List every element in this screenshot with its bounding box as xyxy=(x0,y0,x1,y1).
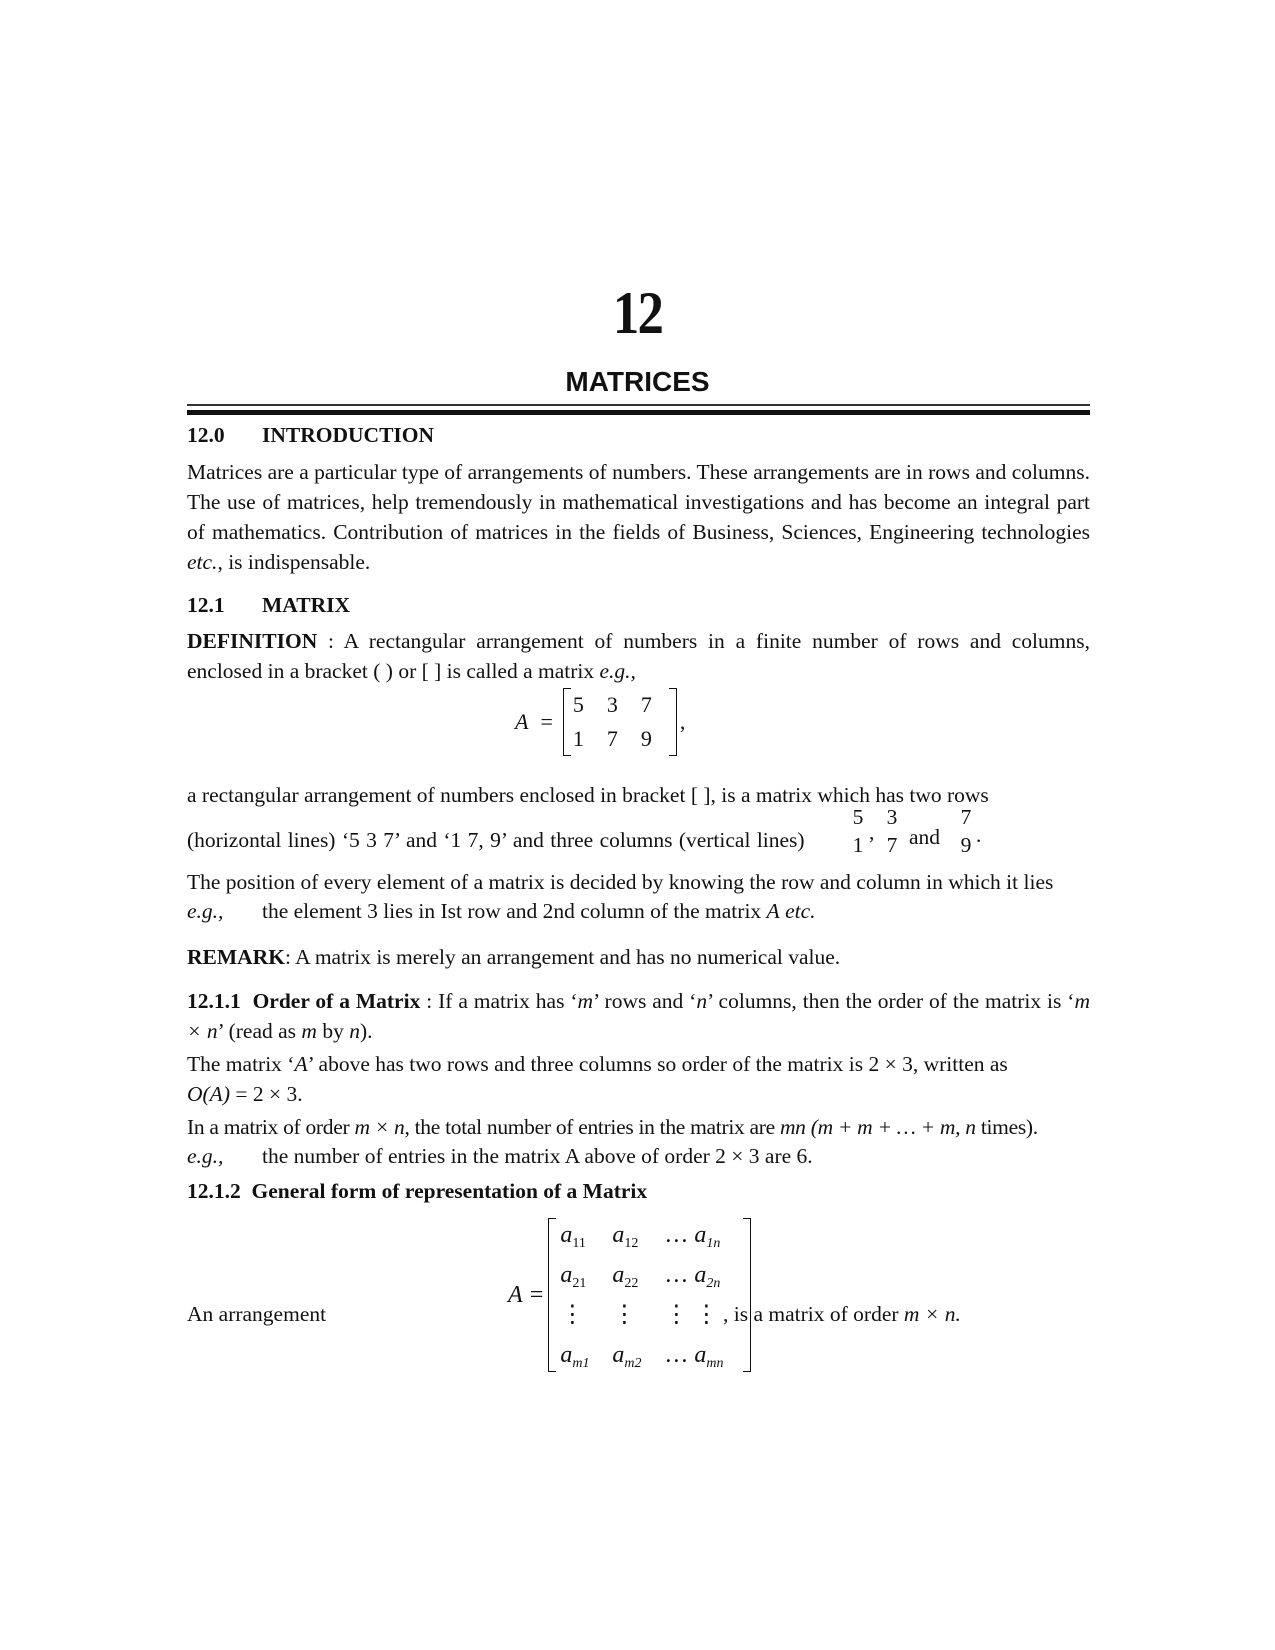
matrix-cell: ⋮ xyxy=(560,1302,585,1328)
subsection-number: 12.1.1 xyxy=(187,989,241,1013)
title-rule-thin xyxy=(187,404,1090,406)
matrix-cell: … xyxy=(664,1222,689,1248)
column-bottom: 1 xyxy=(852,833,864,857)
section-number: 12.1 xyxy=(187,593,225,617)
column-separator: , xyxy=(869,820,875,844)
matrix-cell: … xyxy=(664,1262,689,1288)
chapter-number: 12 xyxy=(612,280,663,346)
matrix-name: A = xyxy=(508,1281,545,1308)
matrix-trailing-comma: , xyxy=(679,709,686,734)
remark-paragraph xyxy=(187,942,1090,972)
matrix-cell: $a_{22}$ xyxy=(612,1262,639,1291)
total-mn: mn xyxy=(779,1115,806,1139)
matrix-cell: $a_{21}$ xyxy=(560,1262,587,1291)
order-expression: m × n. xyxy=(903,1302,961,1326)
matrix-cell: $a_{1n}$ xyxy=(694,1222,721,1251)
sum-expression: (m + m + … + m, n xyxy=(810,1115,976,1139)
column-separator: . xyxy=(976,823,982,847)
column-top: 3 xyxy=(886,805,898,829)
matrix-cell: … xyxy=(664,1342,689,1368)
column-bottom: 7 xyxy=(886,833,898,857)
example-matrix xyxy=(515,688,685,756)
order-paragraph xyxy=(187,986,1090,1046)
general-matrix xyxy=(508,1218,751,1372)
matrix-cell: 9 xyxy=(640,726,652,751)
section-title: INTRODUCTION xyxy=(262,423,435,447)
section-title: MATRIX xyxy=(262,593,350,617)
matrix-cell: ⋮ xyxy=(612,1302,637,1328)
total-example xyxy=(187,1141,1090,1171)
remark-label: REMARK xyxy=(187,945,285,969)
var-n: n xyxy=(349,1019,360,1043)
order-expression: m × n xyxy=(354,1115,405,1139)
intro-etc: etc. xyxy=(187,550,218,574)
var-n: n xyxy=(696,989,708,1013)
total-text: In a matrix of order xyxy=(187,1115,355,1139)
matrix-cell: 7 xyxy=(640,692,652,717)
order-example-paragraph xyxy=(187,1049,1090,1109)
general-tail xyxy=(723,1299,1123,1329)
title-rule-thick xyxy=(187,410,1090,415)
column-1 xyxy=(850,803,866,859)
intro-text: Matrices are a particular type of arrangements of numbers. These arrangements are in rows and columns. The use of matrices, help tremendously in mathematical investigations and has become an integral part of mathematics. Contribution of matrices in the fields of Business, Sciences, Engineering technologies xyxy=(187,460,1090,544)
equals-sign: = xyxy=(540,709,553,734)
general-tail-text: , is a matrix of order xyxy=(723,1302,904,1326)
total-text: times). xyxy=(975,1115,1038,1139)
matrix-cell: ⋮ xyxy=(694,1302,719,1328)
column-bottom: 9 xyxy=(960,833,972,857)
matrix-cell: 7 xyxy=(606,726,618,751)
order-text: by xyxy=(316,1019,350,1043)
order-value: = 2 × 3. xyxy=(229,1082,303,1106)
position-paragraph: The position of every element of a matrix is decided by knowing the row and column in which it lies xyxy=(187,870,1054,894)
matrix-symbol: A xyxy=(294,1052,308,1076)
matrix-cell: 3 xyxy=(606,692,618,717)
total-example-text: the number of entries in the matrix A above of order 2 × 3 are 6. xyxy=(262,1144,813,1168)
position-example xyxy=(187,896,1090,926)
general-form-heading xyxy=(187,1176,1090,1206)
section-number: 12.0 xyxy=(187,423,225,447)
matrix-cell: 1 xyxy=(572,726,584,751)
total-entries-paragraph xyxy=(187,1112,1090,1142)
definition-label: DEFINITION xyxy=(187,629,318,653)
matrix-cell: $a_{m1}$ xyxy=(560,1342,590,1371)
matrix-cell: ⋮ xyxy=(664,1302,689,1328)
column-separator: and xyxy=(909,825,941,849)
eg-label: e.g., xyxy=(187,899,224,923)
total-text: , the total number of entries in the matrix are xyxy=(404,1115,780,1139)
columns-paragraph: (horizontal lines) ‘5 3 7’ and ‘1 7, 9’ and three columns (vertical lines) xyxy=(187,828,805,852)
matrix-cell: $a_{2n}$ xyxy=(694,1262,721,1291)
rows-paragraph: a rectangular arrangement of numbers enclosed in bracket [ ], is a matrix which has two rows xyxy=(187,783,989,807)
position-example-text: the element 3 lies in Ist row and 2nd column of the matrix xyxy=(262,899,767,923)
left-bracket xyxy=(563,688,571,756)
var-m: m xyxy=(577,989,594,1013)
matrix-cell: $a_{12}$ xyxy=(612,1222,639,1251)
matrix-cell: 5 xyxy=(572,692,584,717)
order-text: ’ (read as xyxy=(217,1019,302,1043)
order-text: ’ columns, then the order of the matrix is ‘ xyxy=(707,989,1075,1013)
subsection-number: 12.1.2 xyxy=(187,1179,241,1203)
order-notation: O(A) xyxy=(187,1082,230,1106)
matrix-cell: $a_{mn}$ xyxy=(694,1342,724,1371)
chapter-title: MATRICES xyxy=(565,366,710,397)
etc-text: etc. xyxy=(785,899,816,923)
intro-text-end: , is indispensable. xyxy=(217,550,371,574)
column-2 xyxy=(884,803,900,859)
definition-eg: e.g., xyxy=(599,659,636,683)
column-top: 7 xyxy=(960,805,972,829)
intro-paragraph xyxy=(187,457,1090,577)
matrix-cell: $a_{m2}$ xyxy=(612,1342,642,1371)
right-bracket xyxy=(669,688,677,756)
order-text: ’ rows and ‘ xyxy=(593,989,697,1013)
order-example-text: The matrix ‘ xyxy=(187,1052,295,1076)
order-text: ). xyxy=(359,1019,373,1043)
order-expression: m × n xyxy=(187,989,1090,1043)
general-lead: An arrangement xyxy=(187,1302,327,1326)
subsection-title: Order of a Matrix xyxy=(252,989,421,1013)
matrix-cell: $a_{11}$ xyxy=(560,1222,586,1251)
matrix-brackets xyxy=(563,688,677,756)
left-bracket xyxy=(548,1218,556,1372)
var-m: m xyxy=(301,1019,317,1043)
right-bracket xyxy=(743,1218,751,1372)
matrix-symbol: A xyxy=(766,899,780,923)
definition-text: : A rectangular arrangement of numbers in a finite number of rows and columns, enclosed in a bracket ( ) or [ ] is called a matrix xyxy=(187,629,1090,683)
section-heading-introduction xyxy=(187,420,1090,450)
order-example-text: ’ above has two rows and three columns so order of the matrix is 2 × 3, written as xyxy=(307,1052,1008,1076)
matrix-name: A xyxy=(515,709,529,734)
section-heading-matrix xyxy=(187,590,1090,620)
column-3 xyxy=(958,803,974,859)
matrix-grid xyxy=(571,688,669,756)
eg-label: e.g., xyxy=(187,1144,224,1168)
remark-text: : A matrix is merely an arrangement and has no numerical value. xyxy=(284,945,841,969)
subsection-title: General form of representation of a Matrix xyxy=(251,1179,648,1203)
definition-paragraph xyxy=(187,626,1090,686)
column-top: 5 xyxy=(852,805,864,829)
order-text: : If a matrix has ‘ xyxy=(420,989,578,1013)
matrix-grid xyxy=(556,1218,743,1372)
matrix-brackets xyxy=(548,1218,751,1372)
